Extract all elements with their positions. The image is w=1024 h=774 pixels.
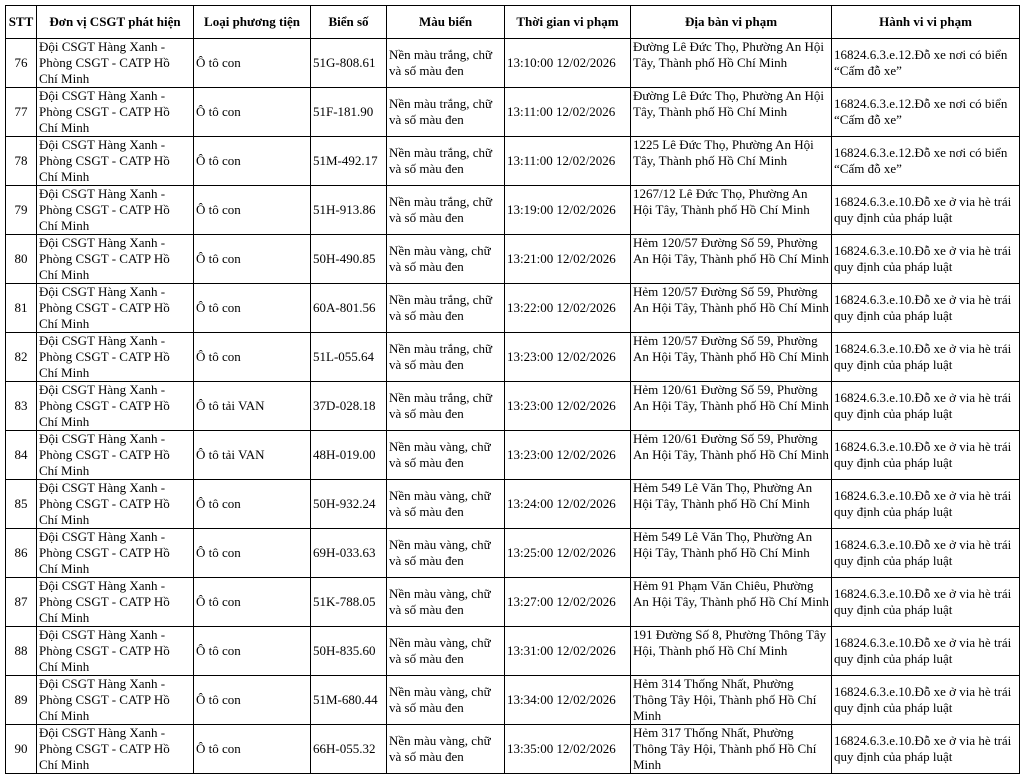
cell-time: 13:19:00 12/02/2026 [505, 186, 631, 235]
cell-vehicle-type: Ô tô con [194, 480, 311, 529]
cell-location-text: Hẻm 317 Thống Nhất, Phường Thông Tây Hội, Thành phố Hồ Chí Minh [633, 725, 817, 772]
cell-time: 13:34:00 12/02/2026 [505, 676, 631, 725]
cell-violation: 16824.6.3.e.12.Đỗ xe nơi có biển “Cấm đỗ xe” [832, 39, 1020, 88]
header-violation: Hành vi vi phạm [832, 6, 1020, 39]
cell-location-text: Đường Lê Đức Thọ, Phường An Hội Tây, Thành phố Hồ Chí Minh [633, 88, 825, 119]
cell-unit [37, 333, 194, 382]
cell-location-text: 1267/12 Lê Đức Thọ, Phường An Hội Tây, Thành phố Hồ Chí Minh [633, 186, 810, 217]
header-plate: Biển số [311, 6, 387, 39]
cell-unit-text: Đội CSGT Hàng Xanh - Phòng CSGT - CATP Hồ Chí Minh [39, 333, 170, 380]
cell-vehicle-type: Ô tô con [194, 39, 311, 88]
cell-plate: 50H-835.60 [311, 627, 387, 676]
cell-plate: 51K-788.05 [311, 578, 387, 627]
cell-location-text: Hẻm 120/57 Đường Số 59, Phường An Hội Tây, Thành phố Hồ Chí Minh [633, 333, 829, 364]
header-stt: STT [6, 6, 37, 39]
table-row [6, 382, 1020, 431]
cell-vehicle-type: Ô tô con [194, 676, 311, 725]
cell-unit [37, 529, 194, 578]
cell-unit-text: Đội CSGT Hàng Xanh - Phòng CSGT - CATP Hồ Chí Minh [39, 186, 170, 233]
cell-unit [37, 480, 194, 529]
cell-unit-text: Đội CSGT Hàng Xanh - Phòng CSGT - CATP Hồ Chí Minh [39, 137, 170, 184]
cell-time: 13:21:00 12/02/2026 [505, 235, 631, 284]
cell-violation: 16824.6.3.e.12.Đỗ xe nơi có biển “Cấm đỗ xe” [832, 88, 1020, 137]
cell-plate: 51M-680.44 [311, 676, 387, 725]
cell-plate-color: Nền màu vàng, chữ và số màu đen [387, 235, 505, 284]
cell-plate: 69H-033.63 [311, 529, 387, 578]
cell-time: 13:27:00 12/02/2026 [505, 578, 631, 627]
cell-location-text: Hẻm 120/61 Đường Số 59, Phường An Hội Tây, Thành phố Hồ Chí Minh [633, 382, 829, 413]
cell-violation: 16824.6.3.e.10.Đỗ xe ở via hè trái quy định của pháp luật [832, 676, 1020, 725]
table-row [6, 284, 1020, 333]
cell-violation: 16824.6.3.e.10.Đỗ xe ở via hè trái quy định của pháp luật [832, 431, 1020, 480]
cell-unit-text: Đội CSGT Hàng Xanh - Phòng CSGT - CATP Hồ Chí Minh [39, 88, 170, 135]
cell-vehicle-type: Ô tô con [194, 725, 311, 774]
cell-unit [37, 382, 194, 431]
cell-violation: 16824.6.3.e.10.Đỗ xe ở via hè trái quy định của pháp luật [832, 235, 1020, 284]
cell-location-text: Hẻm 91 Phạm Văn Chiêu, Phường An Hội Tây, Thành phố Hồ Chí Minh [633, 578, 829, 609]
cell-violation: 16824.6.3.e.10.Đỗ xe ở via hè trái quy định của pháp luật [832, 480, 1020, 529]
table-row [6, 333, 1020, 382]
cell-vehicle-type: Ô tô con [194, 529, 311, 578]
violations-table [5, 5, 1020, 774]
cell-unit-text: Đội CSGT Hàng Xanh - Phòng CSGT - CATP Hồ Chí Minh [39, 627, 170, 674]
cell-location [631, 627, 832, 676]
cell-violation: 16824.6.3.e.12.Đỗ xe nơi có biển “Cấm đỗ xe” [832, 137, 1020, 186]
cell-unit [37, 627, 194, 676]
cell-time: 13:22:00 12/02/2026 [505, 284, 631, 333]
cell-vehicle-type: Ô tô con [194, 627, 311, 676]
cell-unit [37, 137, 194, 186]
cell-violation: 16824.6.3.e.10.Đỗ xe ở via hè trái quy định của pháp luật [832, 578, 1020, 627]
cell-location [631, 480, 832, 529]
header-location: Địa bàn vi phạm [631, 6, 832, 39]
table-row [6, 137, 1020, 186]
cell-plate-color: Nền màu trắng, chữ và số màu đen [387, 137, 505, 186]
cell-stt: 79 [6, 186, 37, 235]
cell-plate-color: Nền màu trắng, chữ và số màu đen [387, 382, 505, 431]
cell-unit-text: Đội CSGT Hàng Xanh - Phòng CSGT - CATP Hồ Chí Minh [39, 431, 170, 478]
cell-plate-color: Nền màu vàng, chữ và số màu đen [387, 529, 505, 578]
cell-location [631, 284, 832, 333]
cell-unit-text: Đội CSGT Hàng Xanh - Phòng CSGT - CATP Hồ Chí Minh [39, 725, 170, 772]
table-row [6, 480, 1020, 529]
cell-stt: 76 [6, 39, 37, 88]
cell-location [631, 676, 832, 725]
cell-location [631, 529, 832, 578]
cell-violation: 16824.6.3.e.10.Đỗ xe ở via hè trái quy định của pháp luật [832, 186, 1020, 235]
cell-location-text: Hẻm 120/57 Đường Số 59, Phường An Hội Tây, Thành phố Hồ Chí Minh [633, 284, 829, 315]
cell-vehicle-type: Ô tô tải VAN [194, 382, 311, 431]
cell-plate-color: Nền màu trắng, chữ và số màu đen [387, 186, 505, 235]
cell-location-text: 1225 Lê Đức Thọ, Phường An Hội Tây, Thành phố Hồ Chí Minh [633, 137, 814, 168]
cell-stt: 86 [6, 529, 37, 578]
cell-location-text: Hẻm 549 Lê Văn Thọ, Phường An Hội Tây, Thành phố Hồ Chí Minh [633, 480, 813, 511]
cell-location [631, 431, 832, 480]
cell-stt: 77 [6, 88, 37, 137]
cell-unit-text: Đội CSGT Hàng Xanh - Phòng CSGT - CATP Hồ Chí Minh [39, 578, 170, 625]
cell-plate: 50H-932.24 [311, 480, 387, 529]
cell-location [631, 333, 832, 382]
cell-plate: 50H-490.85 [311, 235, 387, 284]
cell-unit-text: Đội CSGT Hàng Xanh - Phòng CSGT - CATP Hồ Chí Minh [39, 529, 170, 576]
cell-plate: 48H-019.00 [311, 431, 387, 480]
cell-unit [37, 578, 194, 627]
cell-violation: 16824.6.3.e.10.Đỗ xe ở via hè trái quy định của pháp luật [832, 382, 1020, 431]
cell-vehicle-type: Ô tô con [194, 235, 311, 284]
cell-location-text: Đường Lê Đức Thọ, Phường An Hội Tây, Thành phố Hồ Chí Minh [633, 39, 825, 70]
table-row [6, 431, 1020, 480]
table-row [6, 578, 1020, 627]
cell-violation: 16824.6.3.e.10.Đỗ xe ở via hè trái quy định của pháp luật [832, 725, 1020, 774]
cell-vehicle-type: Ô tô con [194, 88, 311, 137]
table-row [6, 627, 1020, 676]
table-row [6, 725, 1020, 774]
cell-time: 13:35:00 12/02/2026 [505, 725, 631, 774]
cell-location [631, 382, 832, 431]
cell-vehicle-type: Ô tô con [194, 284, 311, 333]
cell-unit-text: Đội CSGT Hàng Xanh - Phòng CSGT - CATP Hồ Chí Minh [39, 480, 170, 527]
cell-plate-color: Nền màu vàng, chữ và số màu đen [387, 676, 505, 725]
cell-location [631, 725, 832, 774]
cell-violation: 16824.6.3.e.10.Đỗ xe ở via hè trái quy định của pháp luật [832, 333, 1020, 382]
cell-location [631, 186, 832, 235]
cell-location-text: Hẻm 120/61 Đường Số 59, Phường An Hội Tây, Thành phố Hồ Chí Minh [633, 431, 829, 462]
cell-location-text: Hẻm 549 Lê Văn Thọ, Phường An Hội Tây, Thành phố Hồ Chí Minh [633, 529, 813, 560]
cell-plate: 51G-808.61 [311, 39, 387, 88]
cell-stt: 80 [6, 235, 37, 284]
cell-violation: 16824.6.3.e.10.Đỗ xe ở via hè trái quy định của pháp luật [832, 529, 1020, 578]
cell-plate-color: Nền màu vàng, chữ và số màu đen [387, 480, 505, 529]
cell-vehicle-type: Ô tô con [194, 578, 311, 627]
cell-plate-color: Nền màu vàng, chữ và số màu đen [387, 627, 505, 676]
cell-location [631, 39, 832, 88]
table-row [6, 186, 1020, 235]
cell-plate-color: Nền màu vàng, chữ và số màu đen [387, 578, 505, 627]
cell-location-text: Hẻm 314 Thống Nhất, Phường Thông Tây Hội, Thành phố Hồ Chí Minh [633, 676, 817, 723]
cell-plate-color: Nền màu trắng, chữ và số màu đen [387, 333, 505, 382]
cell-vehicle-type: Ô tô con [194, 186, 311, 235]
cell-plate: 51M-492.17 [311, 137, 387, 186]
header-row [6, 6, 1020, 39]
header-vehicle-type: Loại phương tiện [194, 6, 311, 39]
cell-time: 13:23:00 12/02/2026 [505, 382, 631, 431]
cell-unit [37, 284, 194, 333]
table-row [6, 676, 1020, 725]
cell-plate: 60A-801.56 [311, 284, 387, 333]
cell-unit [37, 431, 194, 480]
cell-location [631, 235, 832, 284]
table-row [6, 529, 1020, 578]
cell-unit-text: Đội CSGT Hàng Xanh - Phòng CSGT - CATP Hồ Chí Minh [39, 676, 170, 723]
cell-unit [37, 725, 194, 774]
cell-time: 13:11:00 12/02/2026 [505, 88, 631, 137]
cell-vehicle-type: Ô tô con [194, 333, 311, 382]
cell-stt: 87 [6, 578, 37, 627]
cell-unit-text: Đội CSGT Hàng Xanh - Phòng CSGT - CATP Hồ Chí Minh [39, 235, 170, 282]
cell-unit-text: Đội CSGT Hàng Xanh - Phòng CSGT - CATP Hồ Chí Minh [39, 284, 170, 331]
cell-location-text: 191 Đường Số 8, Phường Thông Tây Hội, Thành phố Hồ Chí Minh [633, 627, 827, 658]
cell-plate: 51F-181.90 [311, 88, 387, 137]
cell-location [631, 578, 832, 627]
cell-stt: 78 [6, 137, 37, 186]
cell-stt: 81 [6, 284, 37, 333]
cell-stt: 89 [6, 676, 37, 725]
cell-time: 13:31:00 12/02/2026 [505, 627, 631, 676]
cell-violation: 16824.6.3.e.10.Đỗ xe ở via hè trái quy định của pháp luật [832, 284, 1020, 333]
cell-plate-color: Nền màu trắng, chữ và số màu đen [387, 88, 505, 137]
cell-plate: 51H-913.86 [311, 186, 387, 235]
cell-location [631, 137, 832, 186]
cell-stt: 85 [6, 480, 37, 529]
cell-time: 13:24:00 12/02/2026 [505, 480, 631, 529]
cell-unit-text: Đội CSGT Hàng Xanh - Phòng CSGT - CATP Hồ Chí Minh [39, 382, 170, 429]
header-unit: Đơn vị CSGT phát hiện [37, 6, 194, 39]
cell-stt: 88 [6, 627, 37, 676]
cell-time: 13:23:00 12/02/2026 [505, 431, 631, 480]
cell-time: 13:11:00 12/02/2026 [505, 137, 631, 186]
cell-unit [37, 235, 194, 284]
cell-stt: 84 [6, 431, 37, 480]
cell-vehicle-type: Ô tô tải VAN [194, 431, 311, 480]
cell-plate-color: Nền màu vàng, chữ và số màu đen [387, 431, 505, 480]
cell-location-text: Hẻm 120/57 Đường Số 59, Phường An Hội Tây, Thành phố Hồ Chí Minh [633, 235, 829, 266]
cell-time: 13:25:00 12/02/2026 [505, 529, 631, 578]
cell-plate-color: Nền màu trắng, chữ và số màu đen [387, 39, 505, 88]
cell-unit [37, 676, 194, 725]
cell-stt: 82 [6, 333, 37, 382]
cell-plate-color: Nền màu vàng, chữ và số màu đen [387, 725, 505, 774]
cell-plate: 37D-028.18 [311, 382, 387, 431]
cell-vehicle-type: Ô tô con [194, 137, 311, 186]
cell-plate: 66H-055.32 [311, 725, 387, 774]
cell-stt: 90 [6, 725, 37, 774]
cell-plate-color: Nền màu trắng, chữ và số màu đen [387, 284, 505, 333]
header-time: Thời gian vi phạm [505, 6, 631, 39]
cell-violation: 16824.6.3.e.10.Đỗ xe ở via hè trái quy định của pháp luật [832, 627, 1020, 676]
cell-unit [37, 39, 194, 88]
table-row [6, 235, 1020, 284]
cell-time: 13:23:00 12/02/2026 [505, 333, 631, 382]
cell-unit [37, 186, 194, 235]
cell-location [631, 88, 832, 137]
table-row [6, 39, 1020, 88]
cell-unit [37, 88, 194, 137]
header-plate-color: Màu biển [387, 6, 505, 39]
cell-unit-text: Đội CSGT Hàng Xanh - Phòng CSGT - CATP Hồ Chí Minh [39, 39, 170, 86]
table-row [6, 88, 1020, 137]
cell-plate: 51L-055.64 [311, 333, 387, 382]
cell-stt: 83 [6, 382, 37, 431]
cell-time: 13:10:00 12/02/2026 [505, 39, 631, 88]
